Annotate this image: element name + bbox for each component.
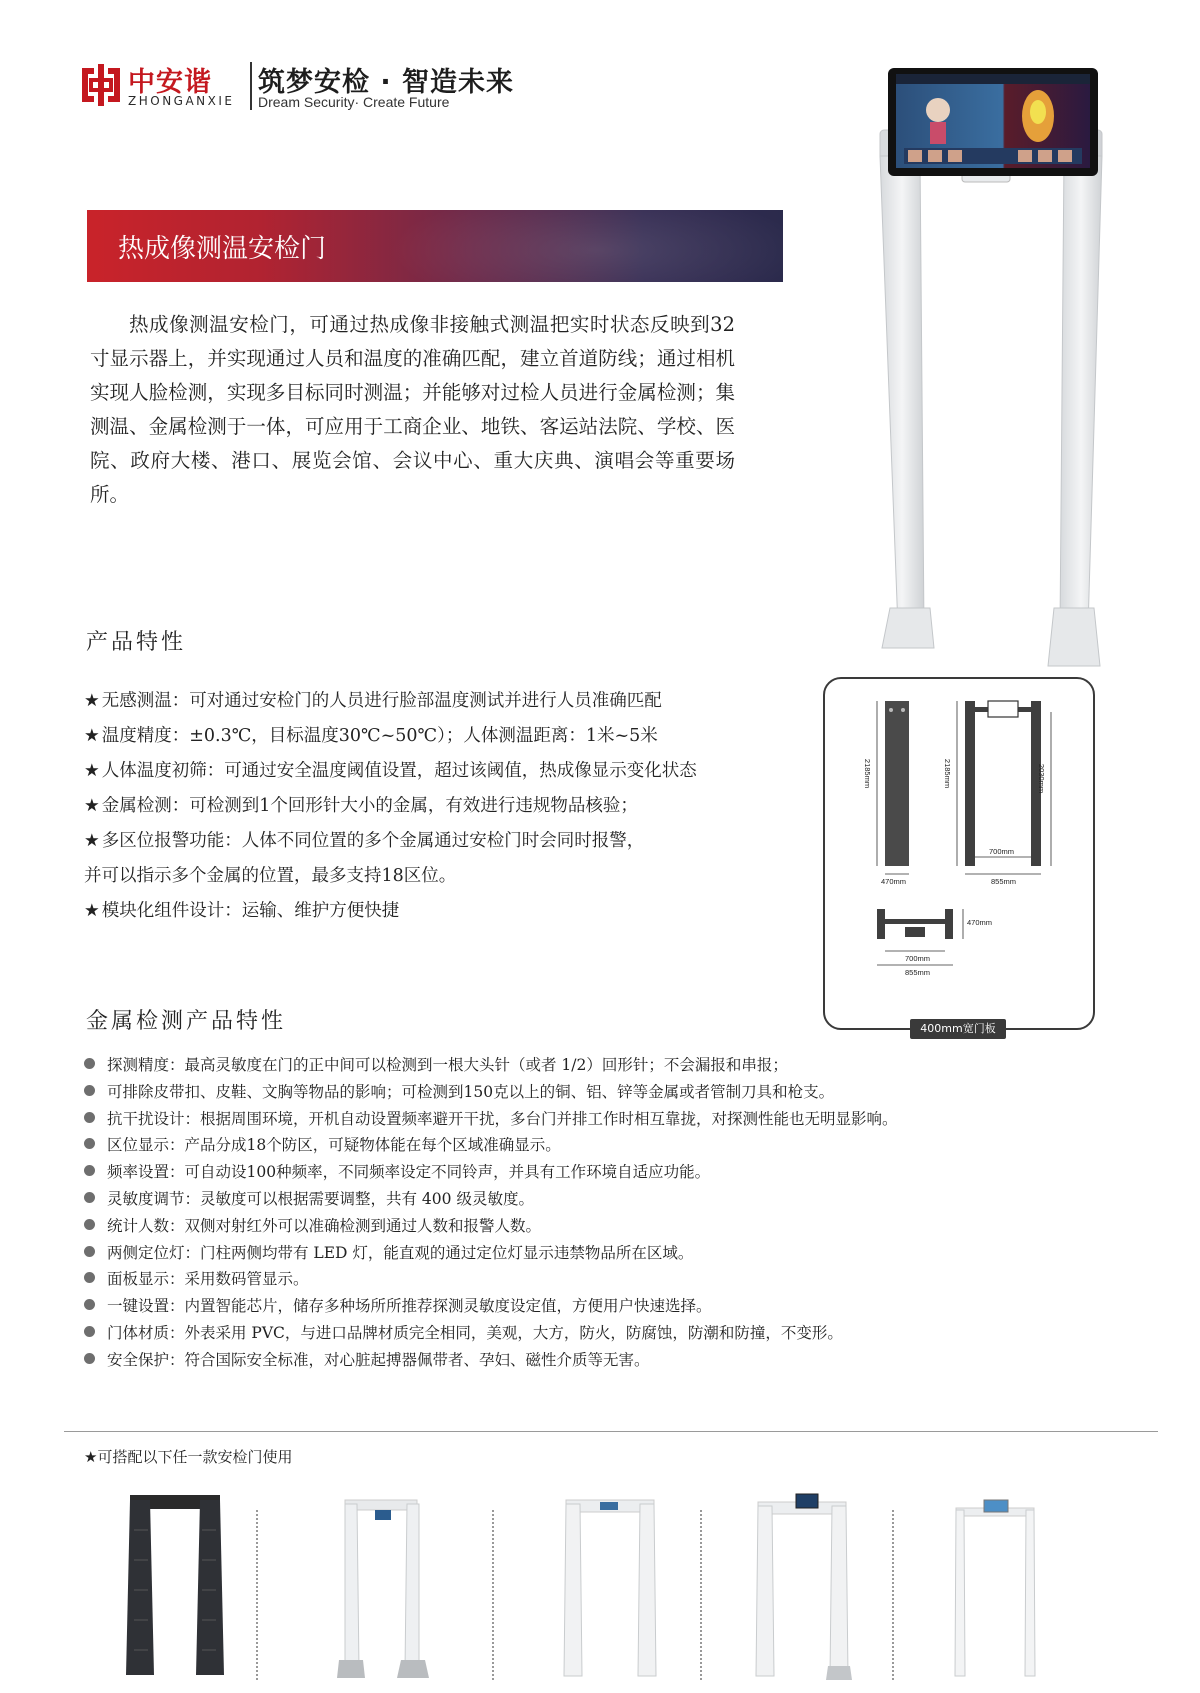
star-icon: ★ bbox=[84, 761, 100, 781]
dim-side-depth: 470mm bbox=[881, 877, 907, 886]
list-item: ★ 温度精度：±0.3℃，目标温度30℃~50℃）；人体测温距离：1米~5米 bbox=[84, 726, 658, 746]
dim-side-height: 2185mm bbox=[863, 758, 873, 789]
gate-image-white-screen bbox=[335, 1490, 435, 1680]
dim-inner-height: 2030mm bbox=[1037, 763, 1047, 794]
list-item: ★ 多区位报警功能：人体不同位置的多个金属通过安检门时会同时报警， bbox=[84, 831, 645, 851]
separator bbox=[700, 1510, 702, 1680]
features-list bbox=[84, 684, 824, 929]
slogan: 筑梦安检 · 智造未来 bbox=[258, 67, 515, 98]
list-item: ★ 金属检测：可检测到1个回形针大小的金属，有效进行违规物品核验； bbox=[84, 796, 638, 816]
bullet-icon bbox=[84, 1192, 95, 1203]
separator bbox=[256, 1510, 258, 1680]
features-heading: 产品特性 bbox=[86, 630, 187, 655]
list-item: 门体材质：外表采用 PVC，与进口品牌材质完全相同，美观，大方，防火，防腐蚀，防潮和防撞，不变形。 bbox=[84, 1320, 1124, 1347]
bullet-icon bbox=[84, 1272, 95, 1283]
dim-outer-width: 855mm bbox=[991, 877, 1017, 886]
star-icon: ★ bbox=[84, 831, 100, 851]
list-item: 两侧定位灯：门柱两侧均带有 LED 灯，能直观的通过定位灯显示违禁物品所在区域。 bbox=[84, 1240, 1124, 1267]
brand-name-en: ZHONGANXIE bbox=[128, 94, 235, 108]
list-item: ★ 无感测温：可对通过安检门的人员进行脸部温度测试并进行人员准确匹配 bbox=[84, 691, 662, 711]
list-item: 安全保护：符合国际安全标准，对心脏起搏器佩带者、孕妇、磁性介质等无害。 bbox=[84, 1347, 1124, 1374]
dim-top-inner: 700mm bbox=[905, 954, 931, 963]
dim-front-height: 2185mm bbox=[943, 758, 953, 789]
bullet-icon bbox=[84, 1058, 95, 1069]
product-image bbox=[868, 68, 1116, 668]
dimension-diagram bbox=[823, 677, 1095, 1030]
intro-paragraph: 热成像测温安检门，可通过热成像非接触式测温把实时状态反映到32寸显示器上，并实现通过人员和温度的准确匹配，建立首道防线；通过相机实现人脸检测，实现多目标同时测温；并能够对过检人员进行金属检测；集测温、金属检测于一体，可应用于工商企业、地铁、客运站法院、学校、医院、政府大楼、港口、展览会馆、会议中心、重大庆典、演唱会等重要场所。 bbox=[90, 313, 735, 506]
list-item: 一键设置：内置智能芯片，储存多种场所所推荐探测灵敏度设定值，方便用户快速选择。 bbox=[84, 1293, 1124, 1320]
gate-image-white-monitor bbox=[752, 1490, 852, 1680]
list-item: 可排除皮带扣、皮鞋、文胸等物品的影响；可检测到150克以上的铜、铝、锌等金属或者管制刀具和枪支。 bbox=[84, 1079, 1124, 1106]
list-item: ★ 人体温度初筛：可通过安全温度阈值设置，超过该阈值，热成像显示变化状态 bbox=[84, 761, 697, 781]
bullet-icon bbox=[84, 1299, 95, 1310]
list-item: 频率设置：可自动设100种频率，不同频率设定不同铃声，并具有工作环境自适应功能。 bbox=[84, 1159, 1124, 1186]
dim-top-outer: 855mm bbox=[905, 968, 931, 977]
brand-name: 中安谐 bbox=[128, 67, 212, 98]
dim-inner-width: 700mm bbox=[989, 847, 1015, 856]
header-divider bbox=[250, 62, 252, 110]
list-item: 探测精度：最高灵敏度在门的正中间可以检测到一根大头针（或者 1/2）回形针；不会漏报和串报； bbox=[84, 1052, 1124, 1079]
compatible-note: ★可搭配以下任一款安检门使用 bbox=[84, 1448, 293, 1466]
list-item: 灵敏度调节：灵敏度可以根据需要调整，共有 400 级灵敏度。 bbox=[84, 1186, 1124, 1213]
gate-image-white-panel bbox=[560, 1490, 660, 1680]
bullet-icon bbox=[84, 1112, 95, 1123]
bullet-icon bbox=[84, 1246, 95, 1257]
star-icon: ★ bbox=[84, 691, 100, 711]
bullet-icon bbox=[84, 1219, 95, 1230]
list-item: ★ 模块化组件设计：运输、维护方便快捷 bbox=[84, 901, 400, 921]
separator bbox=[492, 1510, 494, 1680]
separator bbox=[892, 1510, 894, 1680]
gate-image-black bbox=[120, 1490, 230, 1680]
bullet-icon bbox=[84, 1165, 95, 1176]
list-item: 区位显示：产品分成18个防区，可疑物体能在每个区域准确显示。 bbox=[84, 1132, 1124, 1159]
bullet-icon bbox=[84, 1353, 95, 1364]
star-icon: ★ bbox=[84, 796, 100, 816]
star-icon: ★ bbox=[84, 901, 100, 921]
list-item: 抗干扰设计：根据周围环境，开机自动设置频率避开干扰，多台门并排工作时相互靠拢，对探测性能也无明显影响。 bbox=[84, 1106, 1124, 1133]
list-item: 面板显示：采用数码管显示。 bbox=[84, 1266, 1124, 1293]
bullet-icon bbox=[84, 1085, 95, 1096]
diagram-caption: 400mm宽门板 bbox=[910, 1019, 1006, 1039]
gate-image-white-slim bbox=[950, 1490, 1040, 1680]
metal-features-list bbox=[84, 1052, 1124, 1374]
dim-top-depth: 470mm bbox=[967, 918, 993, 927]
star-icon: ★ bbox=[84, 726, 100, 746]
slogan-en: Dream Security· Create Future bbox=[258, 94, 450, 110]
footer-divider bbox=[64, 1431, 1158, 1432]
bullet-icon bbox=[84, 1326, 95, 1337]
bullet-icon bbox=[84, 1138, 95, 1149]
metal-features-heading: 金属检测产品特性 bbox=[86, 1009, 287, 1034]
list-item: 统计人数：双侧对射红外可以准确检测到通过人数和报警人数。 bbox=[84, 1213, 1124, 1240]
product-title: 热成像测温安检门 bbox=[118, 234, 327, 264]
list-item: 并可以指示多个金属的位置，最多支持18区位。 bbox=[84, 866, 457, 886]
logo-icon bbox=[76, 62, 126, 108]
